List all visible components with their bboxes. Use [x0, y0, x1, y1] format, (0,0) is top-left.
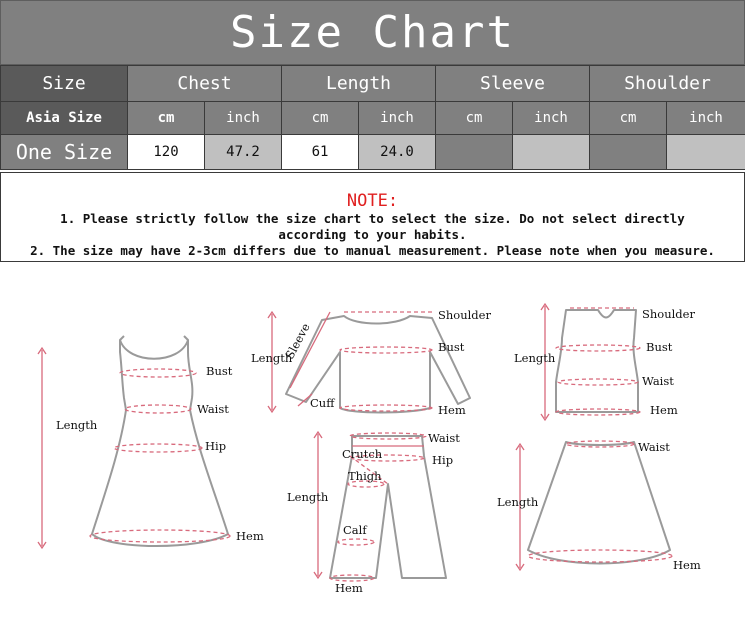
tank-waist-line	[558, 379, 638, 385]
pants-calf-label: Calf	[343, 523, 367, 537]
subheader-asia-size: Asia Size	[1, 102, 128, 135]
dress-bust-line	[120, 369, 196, 377]
row-label-one-size: One Size	[1, 135, 128, 170]
tank-diagram	[514, 304, 695, 420]
top-cuff-label: Cuff	[310, 396, 335, 410]
note-title: NOTE:	[346, 191, 399, 211]
subheader-shoulder-cm: cm	[590, 102, 667, 135]
pants-crutch-label: Crutch	[342, 447, 383, 461]
cell-sleeve-cm	[436, 135, 513, 170]
cell-shoulder-cm	[590, 135, 667, 170]
top-diagram	[251, 308, 491, 417]
cell-length-cm: 61	[282, 135, 359, 170]
subheader-length-cm: cm	[282, 102, 359, 135]
skirt-outline	[528, 442, 670, 564]
dress-hem-line	[90, 530, 230, 542]
top-hem-line	[340, 405, 432, 411]
tank-bust-label: Bust	[646, 340, 673, 354]
subheader-row	[1, 102, 745, 135]
dress-bust-label: Bust	[206, 364, 233, 378]
size-table	[0, 65, 745, 170]
diagrams-svg	[0, 270, 745, 631]
subheader-length-inch: inch	[359, 102, 436, 135]
cell-length-inch: 24.0	[359, 135, 436, 170]
subheader-chest-inch: inch	[205, 102, 282, 135]
header-shoulder: Shoulder	[590, 66, 745, 102]
cell-sleeve-inch	[513, 135, 590, 170]
top-shoulder-label: Shoulder	[438, 308, 491, 322]
tank-hem-label: Hem	[650, 403, 678, 417]
header-row	[1, 66, 745, 102]
dress-hem-label: Hem	[236, 529, 264, 543]
top-bust-line	[340, 347, 432, 353]
tank-bust-line	[556, 345, 640, 351]
skirt-hem-line	[528, 550, 672, 562]
pants-hem-label: Hem	[335, 581, 363, 595]
pants-thigh-label: Thigh	[348, 469, 382, 483]
top-sleeve-label: Sleeve	[282, 320, 313, 362]
dress-hip-label: Hip	[205, 439, 227, 453]
cell-chest-inch: 47.2	[205, 135, 282, 170]
note-box	[0, 172, 745, 262]
subheader-chest-cm: cm	[128, 102, 205, 135]
top-bust-label: Bust	[438, 340, 465, 354]
pants-waist-label: Waist	[428, 431, 460, 445]
header-chest: Chest	[128, 66, 282, 102]
dress-hip-line	[114, 444, 202, 452]
header-length: Length	[282, 66, 436, 102]
top-hem-label: Hem	[438, 403, 466, 417]
top-length-label: Length	[251, 351, 293, 365]
cell-chest-cm: 120	[128, 135, 205, 170]
dress-length-label: Length	[56, 418, 98, 432]
note-line-1-cont: according to your habits.	[278, 227, 467, 242]
pants-calf-line	[338, 539, 374, 545]
pants-hip-label: Hip	[432, 453, 454, 467]
title-bar	[0, 0, 745, 65]
note-line-2: 2. The size may have 2-3cm differs due to manual measurement. Please note when you measure.	[30, 243, 715, 258]
skirt-length-label: Length	[497, 495, 539, 509]
skirt-waist-label: Waist	[638, 440, 670, 454]
dress-waist-label: Waist	[197, 402, 229, 416]
subheader-sleeve-inch: inch	[513, 102, 590, 135]
skirt-diagram	[497, 440, 701, 572]
pants-length-label: Length	[287, 490, 329, 504]
cell-shoulder-inch	[667, 135, 745, 170]
tank-length-label: Length	[514, 351, 556, 365]
tank-waist-label: Waist	[642, 374, 674, 388]
subheader-shoulder-inch: inch	[667, 102, 745, 135]
header-size: Size	[1, 66, 128, 102]
dress-diagram	[38, 336, 264, 548]
subheader-sleeve-cm: cm	[436, 102, 513, 135]
header-sleeve: Sleeve	[436, 66, 590, 102]
measurement-diagrams	[0, 270, 745, 631]
note-line-1: 1. Please strictly follow the size chart to select the size. Do not select directly	[60, 211, 685, 226]
table-row	[1, 135, 745, 170]
page-title: Size Chart	[230, 7, 515, 58]
dress-waist-line	[125, 405, 191, 413]
pants-diagram	[287, 431, 460, 595]
tank-shoulder-label: Shoulder	[642, 307, 695, 321]
skirt-hem-label: Hem	[673, 558, 701, 572]
tank-outline	[556, 310, 638, 412]
